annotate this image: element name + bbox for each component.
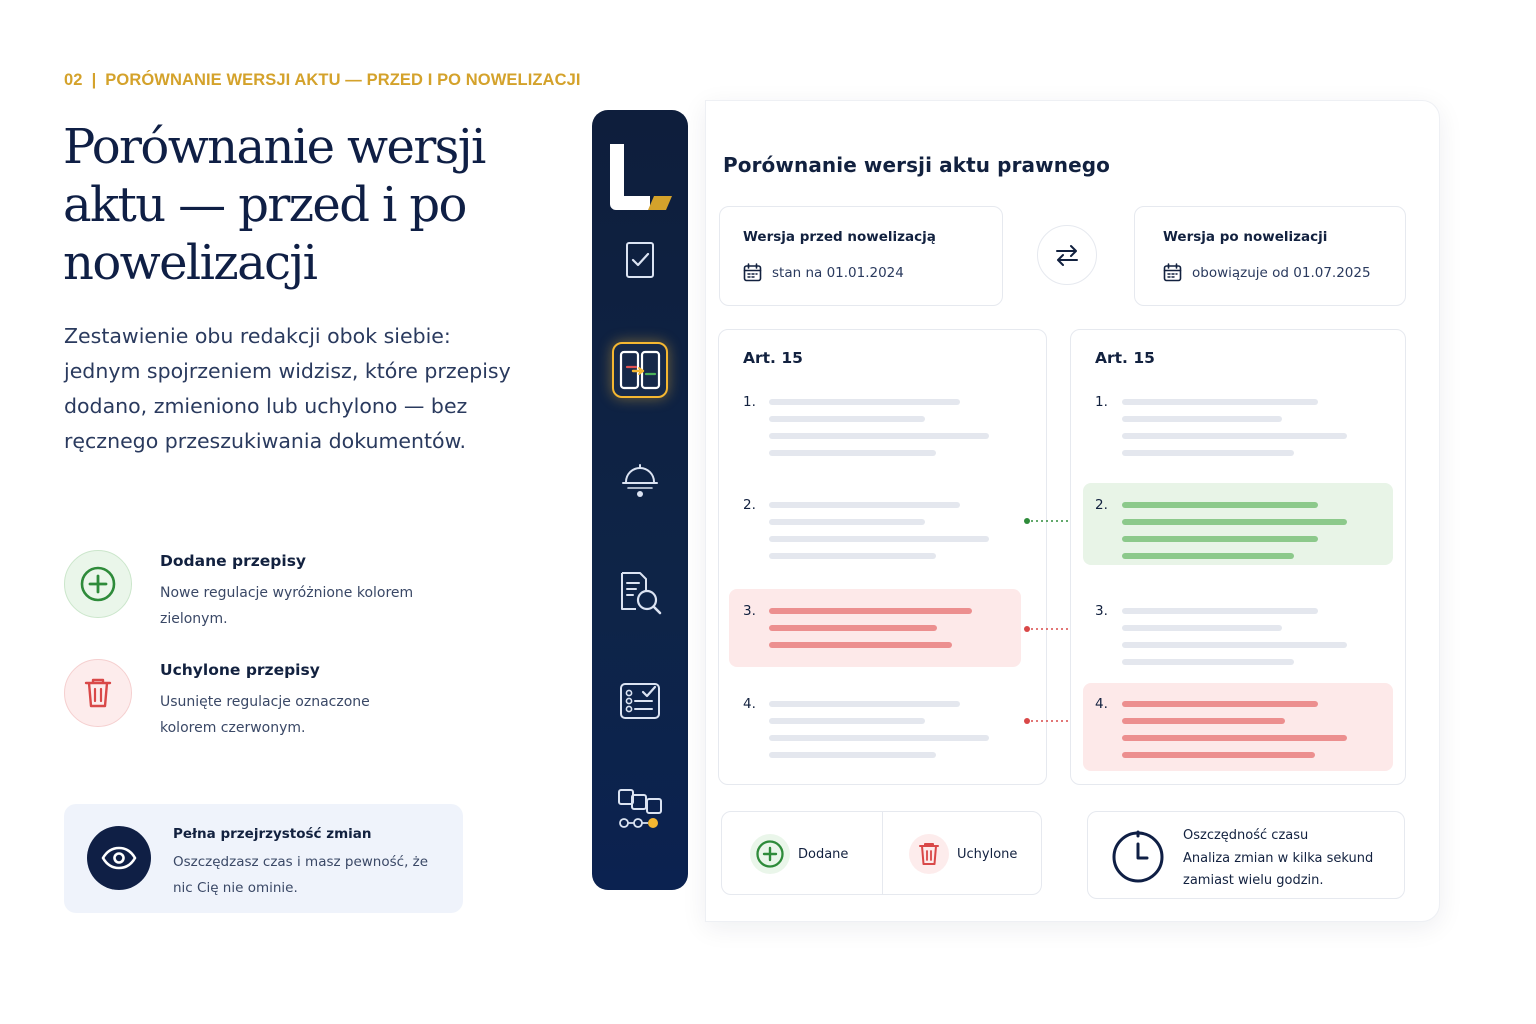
compare-versions-icon <box>618 349 662 391</box>
version-after-card[interactable] <box>1134 206 1406 306</box>
app-logo <box>606 140 676 214</box>
sidebar-item-notifications[interactable] <box>612 452 668 508</box>
paragraph-2-added: 2. <box>1071 497 1405 587</box>
legend-removed[interactable] <box>909 834 1017 874</box>
article-heading: Art. 15 <box>743 349 803 367</box>
section-number: 02 <box>64 71 83 89</box>
version-after-title: Wersja po nowelizacji <box>1163 229 1328 245</box>
version-before-title: Wersja przed nowelizacją <box>743 229 936 245</box>
trash-icon <box>64 659 132 727</box>
version-after-date: obowiązuje od 01.07.2025 <box>1192 264 1371 281</box>
plus-circle-icon <box>64 550 132 618</box>
eye-icon <box>87 826 151 890</box>
app-sidebar <box>592 110 688 890</box>
paragraph-3: 3. <box>1071 603 1405 693</box>
feature-removed <box>64 659 484 739</box>
checklist-icon <box>619 681 661 721</box>
calendar-icon <box>1163 263 1182 282</box>
legend-added-label: Dodane <box>798 846 849 862</box>
feature-description: Nowe regulacje wyróżnione kolorem zielonym. <box>160 585 414 627</box>
trash-icon <box>909 834 949 874</box>
legend-card <box>721 811 1042 895</box>
connector-added <box>1024 516 1076 526</box>
connector-removed <box>1024 716 1076 726</box>
legend-added[interactable] <box>750 834 848 874</box>
paragraph-2: 2. <box>719 497 1046 587</box>
sidebar-item-workflow[interactable] <box>612 780 668 836</box>
document-after <box>1070 329 1406 785</box>
swap-arrows-icon <box>1054 243 1080 267</box>
feature-title: Dodane przepisy <box>160 552 307 570</box>
document-before <box>718 329 1047 785</box>
hero-description: Zestawienie obu redakcji obok siebie: jednym spojrzeniem widzisz, które przepisy dodano, zmieniono lub uchylono — bez ręcznego przeszukiwania dokumentów. <box>64 324 511 453</box>
sidebar-item-compare[interactable] <box>612 342 668 398</box>
legend-divider <box>882 812 883 894</box>
plus-circle-icon <box>750 834 790 874</box>
feature-title: Uchylone przepisy <box>160 661 320 679</box>
feature-added <box>64 550 484 630</box>
section-separator: | <box>91 71 97 89</box>
notification-bell-icon <box>620 460 660 500</box>
time-saving-card <box>1087 811 1405 899</box>
article-heading: Art. 15 <box>1095 349 1155 367</box>
sidebar-item-documents[interactable] <box>612 232 668 288</box>
panel-title: Porównanie wersji aktu prawnego <box>723 153 1110 177</box>
paragraph-3-removed: 3. <box>719 603 1046 693</box>
info-card-description: Oszczędzasz czas i masz pewność, że nic Cię nie ominie. <box>173 854 429 896</box>
section-eyebrow <box>64 71 581 90</box>
clock-icon <box>1110 828 1166 884</box>
paragraph-4: 4. <box>719 696 1046 786</box>
hero-title: Porównanie wersji aktu — przed i po nowelizacji <box>63 119 485 291</box>
workflow-icon <box>616 787 664 829</box>
version-before-card[interactable] <box>719 206 1003 306</box>
swap-versions-button[interactable] <box>1037 225 1097 285</box>
transparency-card <box>64 804 463 913</box>
version-before-date: stan na 01.01.2024 <box>772 264 904 281</box>
connector-removed <box>1024 624 1076 634</box>
feature-description: Usunięte regulacje oznaczone kolorem czerwonym. <box>160 694 370 736</box>
section-label: PORÓWNANIE WERSJI AKTU — PRZED I PO NOWELIZACJI <box>105 71 581 89</box>
paragraph-4-removed: 4. <box>1071 696 1405 786</box>
paragraph-1: 1. <box>719 394 1046 484</box>
paragraph-1: 1. <box>1071 394 1405 484</box>
info-card-title: Pełna przejrzystość zmian <box>173 826 372 842</box>
legend-removed-label: Uchylone <box>957 846 1018 862</box>
sidebar-item-tasks[interactable] <box>612 673 668 729</box>
sidebar-item-search[interactable] <box>612 565 668 621</box>
comparison-panel <box>705 100 1440 922</box>
calendar-icon <box>743 263 762 282</box>
time-card-title: Oszczędność czasu <box>1183 828 1309 843</box>
document-search-icon <box>618 570 662 616</box>
document-check-icon <box>623 240 657 280</box>
time-card-description: Analiza zmian w kilka sekund zamiast wielu godzin. <box>1183 851 1374 888</box>
